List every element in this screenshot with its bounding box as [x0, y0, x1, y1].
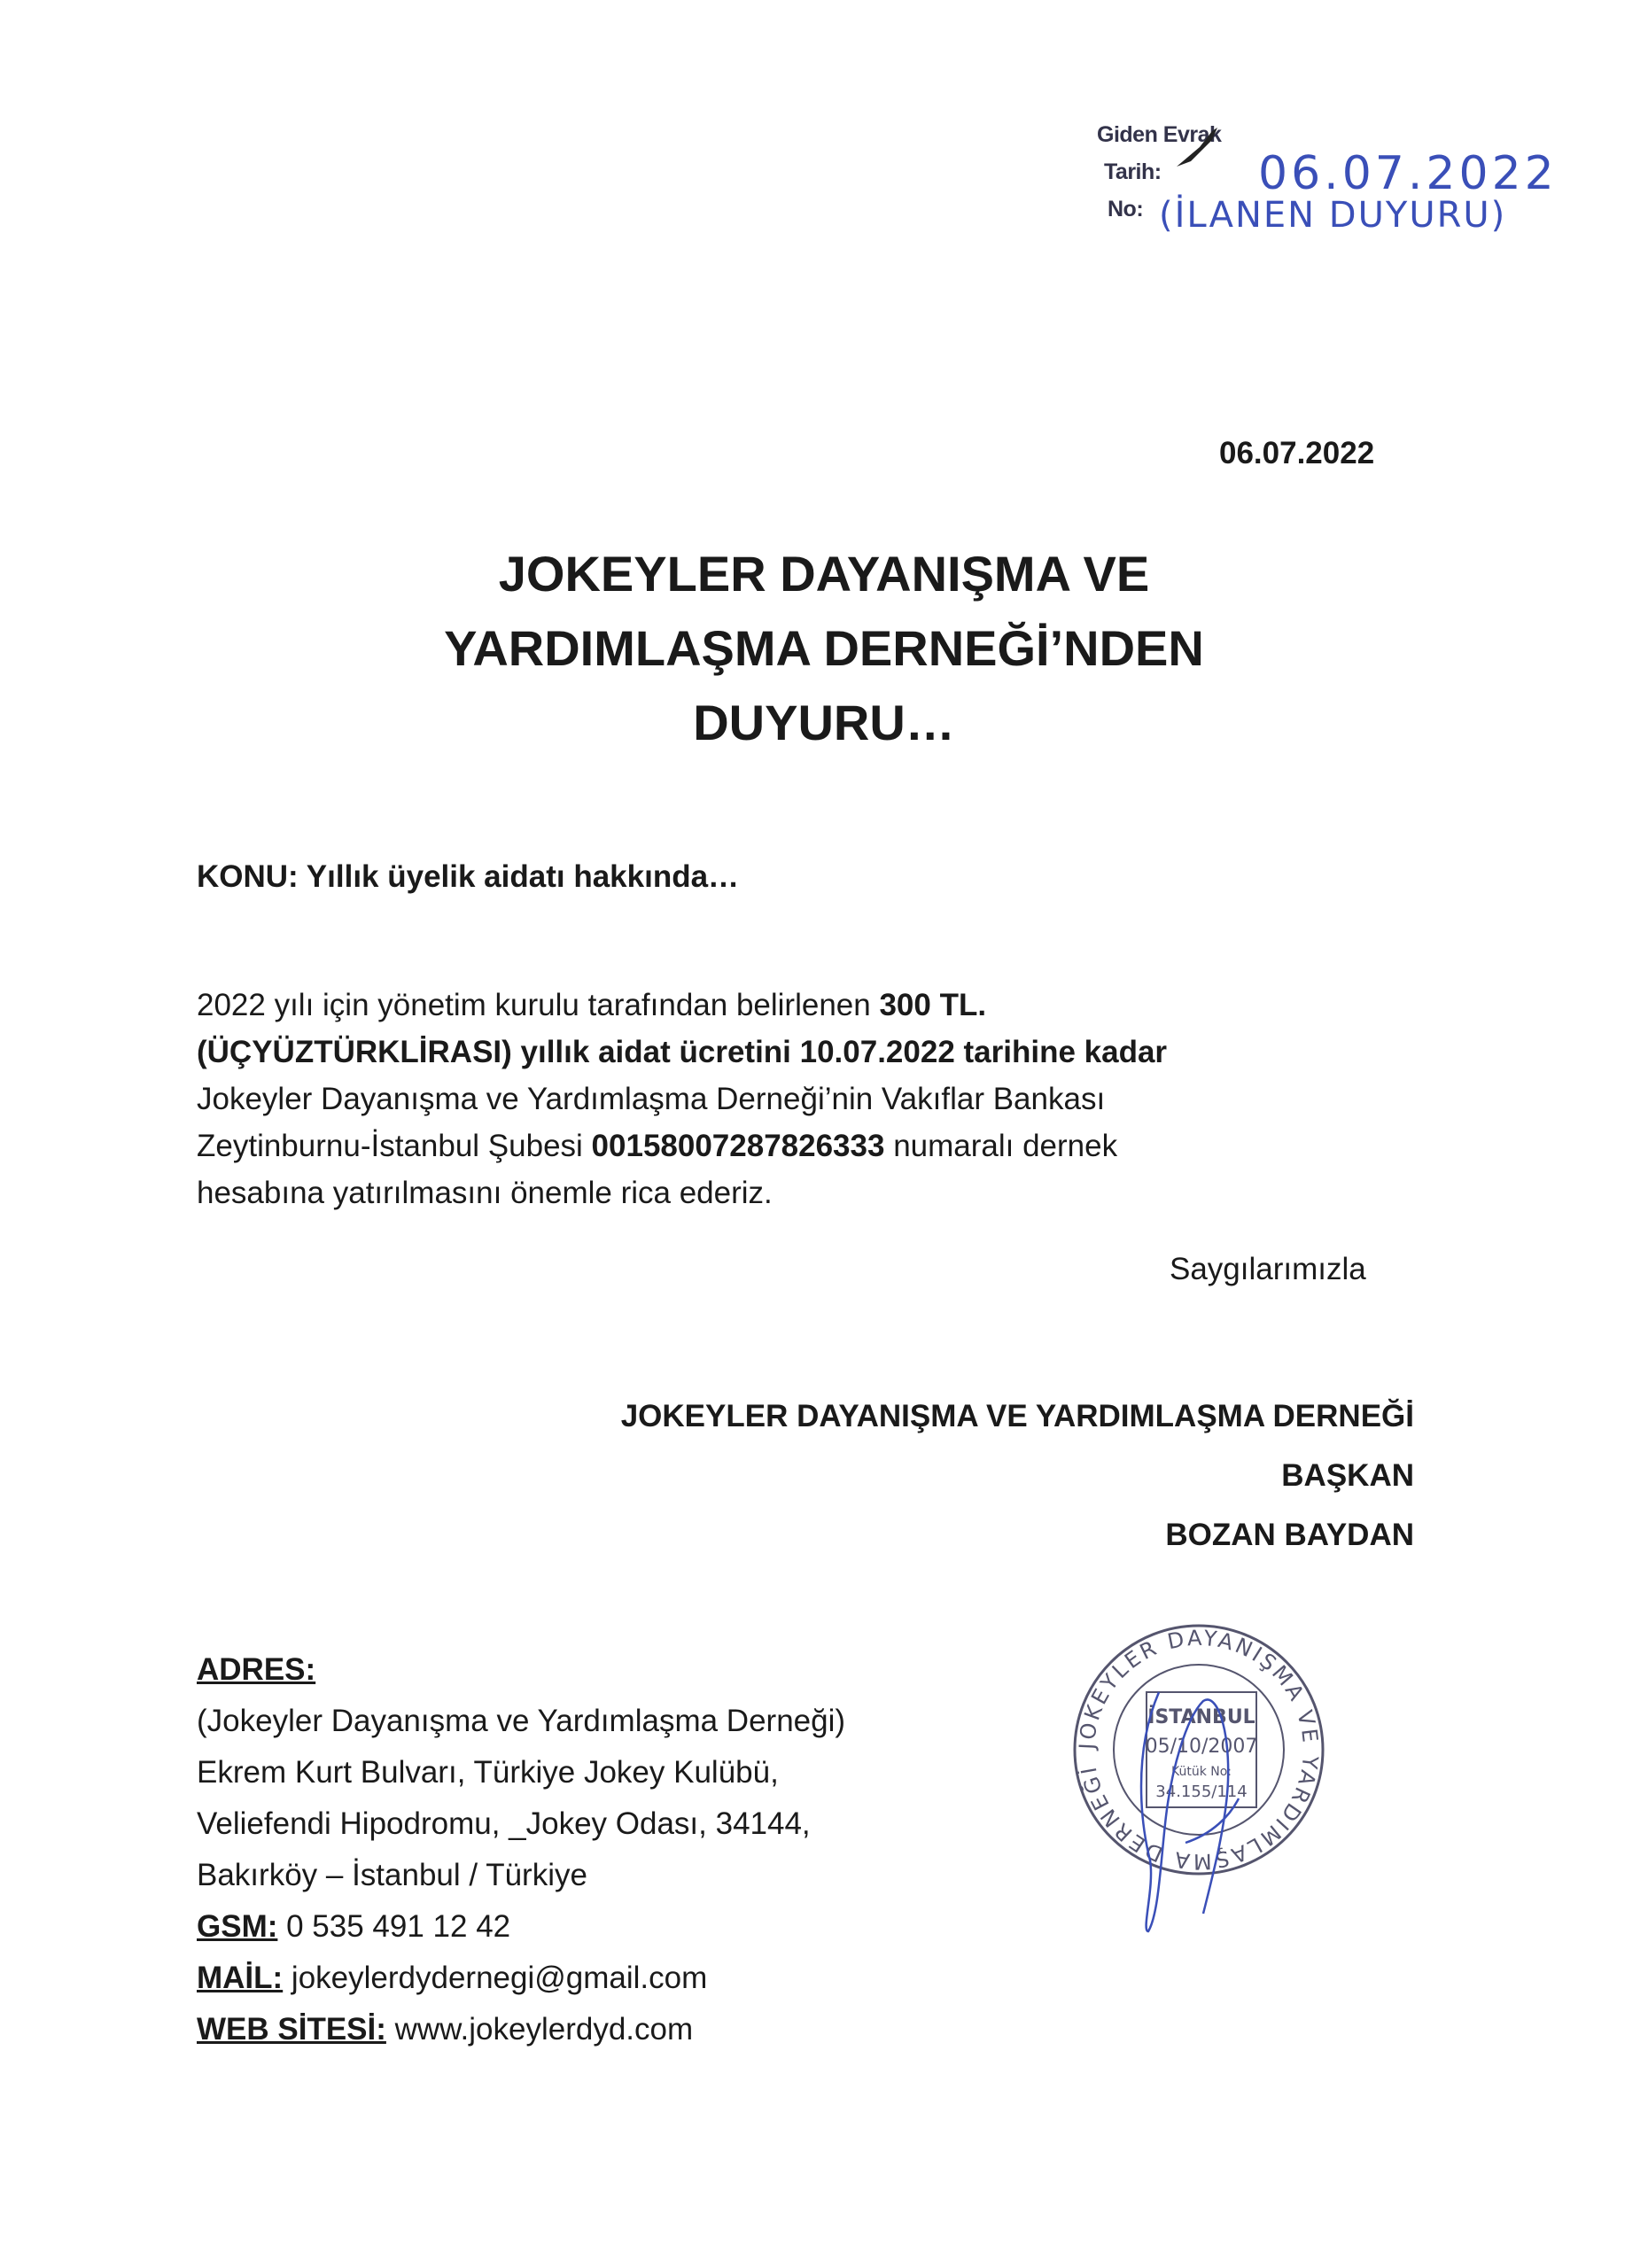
gsm-label: GSM: [197, 1909, 278, 1944]
document-register-stamp [1097, 105, 1558, 255]
seal-ring-text: JOKEYLER DAYANIŞMA VE YARDIMLAŞMA DERNEĞİ [1074, 1625, 1324, 1875]
address-line: Veliefendi Hipodromu, _Jokey Odası, 34144, [197, 1806, 811, 1841]
account-number: 00158007287826333 [591, 1129, 885, 1163]
signature-role: BAŞKAN [1281, 1458, 1414, 1493]
stamp-label-tarih: Tarih: [1104, 159, 1162, 184]
fee-amount-words: (ÜÇYÜZTÜRKLİRASI) yıllık aidat ücretini 10.07.2022 tarihine kadar [197, 1035, 1168, 1069]
web-label: WEB SİTESİ: [197, 2012, 386, 2047]
seal-city: İSTANBUL [1147, 1706, 1255, 1728]
address-line: (Jokeyler Dayanışma ve Yardımlaşma Derneği) [197, 1704, 846, 1738]
subject-line: KONU: Yıllık üyelik aidatı hakkında… [197, 859, 740, 894]
body-text: 2022 yılı için yönetim kurulu tarafından belirlenen [197, 988, 880, 1022]
seal-kutuk-label: Kütük No: [1170, 1765, 1232, 1779]
body-text: Jokeyler Dayanışma ve Yardımlaşma Derneği’nin Vakıflar Bankası [197, 1082, 1106, 1116]
stamp-label-giden: Giden Evrak [1097, 122, 1222, 147]
body-text: Zeytinburnu-İstanbul Şubesi [197, 1129, 592, 1163]
stamp-label-no: No: [1108, 197, 1144, 221]
web-address: www.jokeylerdyd.com [385, 2012, 694, 2047]
fee-amount: 300 TL. [879, 988, 987, 1022]
address-block [197, 1644, 845, 2055]
signature-name: BOZAN BAYDAN [1165, 1518, 1414, 1552]
pen-scribble-icon [1173, 120, 1226, 174]
document-title [0, 537, 1648, 760]
address-line: Bakırköy – İstanbul / Türkiye [197, 1858, 587, 1892]
address-heading: ADRES: [197, 1652, 316, 1687]
body-text: hesabına yatırılmasını önemle rica ederiz. [197, 1176, 773, 1210]
title-line: DUYURU… [693, 695, 955, 750]
announcement-body [197, 982, 1455, 1216]
closing-text: Saygılarımızla [1170, 1252, 1366, 1286]
handwritten-date: 06.07.2022 [1258, 147, 1558, 200]
gsm-number: 0 535 491 12 42 [277, 1909, 511, 1944]
title-line: JOKEYLER DAYANIŞMA VE [498, 546, 1150, 602]
signature-block [354, 1386, 1414, 1565]
handwritten-number: (İLANEN DUYURU) [1159, 195, 1507, 236]
association-seal-icon [1061, 1595, 1336, 1949]
address-line: Ekrem Kurt Bulvarı, Türkiye Jokey Kulübü, [197, 1755, 779, 1790]
body-text: numaralı dernek [884, 1129, 1118, 1163]
document-date: 06.07.2022 [1219, 436, 1375, 470]
seal-date: 05/10/2007 [1145, 1736, 1258, 1758]
mail-label: MAİL: [197, 1961, 284, 1995]
seal-kutuk-number: 34.155/114 [1155, 1783, 1248, 1801]
mail-address: jokeylerdydernegi@gmail.com [283, 1961, 708, 1995]
title-line: YARDIMLAŞMA DERNEĞİ’NDEN [444, 620, 1204, 676]
signature-org: JOKEYLER DAYANIŞMA VE YARDIMLAŞMA DERNEĞİ [620, 1399, 1414, 1433]
